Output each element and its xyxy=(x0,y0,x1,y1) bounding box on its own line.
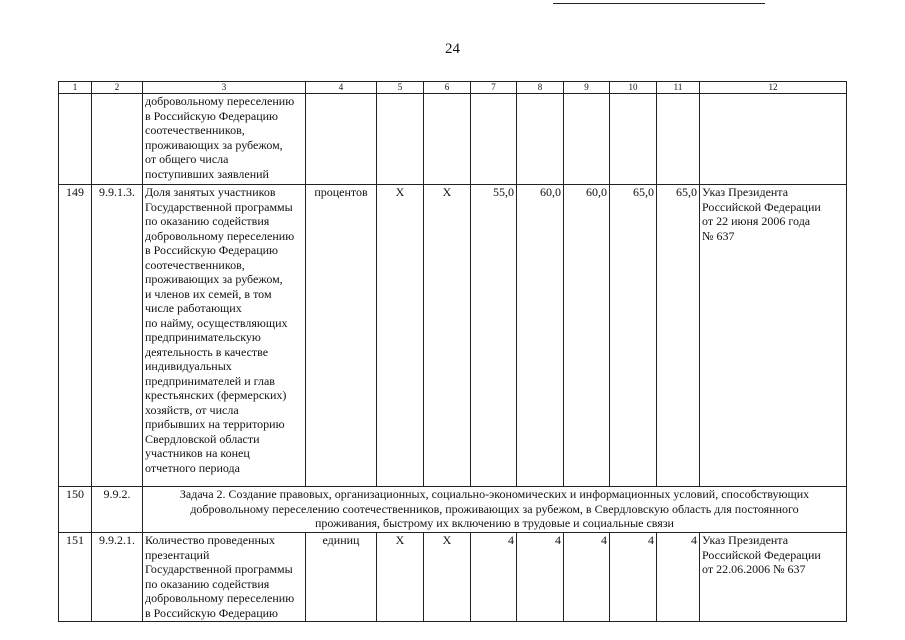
cell-indicator: добровольному переселению в Российскую Федерацию соотечественников, проживающих за рубежом, от общего числа поступивших заявлений xyxy=(143,94,306,185)
header-cell: 2 xyxy=(92,82,143,94)
header-cell: 3 xyxy=(143,82,306,94)
cell-value: 4 xyxy=(610,533,657,622)
indicators-table xyxy=(58,81,847,622)
header-cell: 6 xyxy=(424,82,471,94)
cell-value xyxy=(517,94,564,185)
page-number: 24 xyxy=(445,41,460,57)
cell-value xyxy=(657,94,700,185)
cell-num: 150 xyxy=(59,487,92,533)
cell-value: 65,0 xyxy=(657,185,700,487)
header-cell: 9 xyxy=(564,82,610,94)
top-rule xyxy=(553,3,765,4)
header-cell: 4 xyxy=(306,82,377,94)
cell-value: Х xyxy=(424,533,471,622)
table-row-continuation xyxy=(59,94,847,185)
cell-indicator: Количество проведенных презентаций Государственной программы по оказанию содействия добровольному переселению в Российскую Федерацию xyxy=(143,533,306,622)
cell-value: 4 xyxy=(564,533,610,622)
cell-value xyxy=(377,94,424,185)
header-cell: 8 xyxy=(517,82,564,94)
cell-unit xyxy=(306,94,377,185)
cell-code: 9.9.1.3. xyxy=(92,185,143,487)
cell-value: 4 xyxy=(471,533,517,622)
cell-num: 149 xyxy=(59,185,92,487)
cell-num: 151 xyxy=(59,533,92,622)
table-row-151 xyxy=(59,533,847,622)
cell-unit: единиц xyxy=(306,533,377,622)
header-cell: 1 xyxy=(59,82,92,94)
table-row-150 xyxy=(59,487,847,533)
cell-value xyxy=(564,94,610,185)
cell-code: 9.9.2.1. xyxy=(92,533,143,622)
cell-num xyxy=(59,94,92,185)
cell-source: Указ Президента Российской Федерации от 22.06.2006 № 637 xyxy=(700,533,847,622)
header-cell: 11 xyxy=(657,82,700,94)
header-cell: 5 xyxy=(377,82,424,94)
cell-value xyxy=(471,94,517,185)
header-cell: 12 xyxy=(700,82,847,94)
header-cell: 7 xyxy=(471,82,517,94)
cell-value: 55,0 xyxy=(471,185,517,487)
cell-value: 60,0 xyxy=(517,185,564,487)
cell-value: 65,0 xyxy=(610,185,657,487)
cell-code xyxy=(92,94,143,185)
cell-value: Х xyxy=(424,185,471,487)
cell-value xyxy=(610,94,657,185)
cell-value xyxy=(424,94,471,185)
cell-indicator: Доля занятых участников Государственной программы по оказанию содействия добровольному переселению в Российскую Федерацию соотечественников, проживающих за рубежом, и членов их семей, в том числе работающих по найму, осуществляющих предпринимательскую деятельность в качестве индивидуальных предпринимателей и глав крестьянских (фермерских) хозяйств, от числа прибывших на территорию Свердловской области участников на конец отчетного периода xyxy=(143,185,306,487)
cell-source: Указ Президента Российской Федерации от 22 июня 2006 года № 637 xyxy=(700,185,847,487)
cell-value: 60,0 xyxy=(564,185,610,487)
cell-unit: процентов xyxy=(306,185,377,487)
cell-value: Х xyxy=(377,533,424,622)
header-row xyxy=(59,82,847,94)
cell-value: Х xyxy=(377,185,424,487)
cell-source xyxy=(700,94,847,185)
cell-code: 9.9.2. xyxy=(92,487,143,533)
table-row-149 xyxy=(59,185,847,487)
cell-value: 4 xyxy=(657,533,700,622)
header-cell: 10 xyxy=(610,82,657,94)
task-cell: Задача 2. Создание правовых, организационных, социально-экономических и информационных условий, способствующих добровольному переселению соотечественников, проживающих за рубежом, в Свердловскую область для постоянного проживания, быстрому их включению в трудовые и социальные связи xyxy=(143,487,847,533)
cell-value: 4 xyxy=(517,533,564,622)
